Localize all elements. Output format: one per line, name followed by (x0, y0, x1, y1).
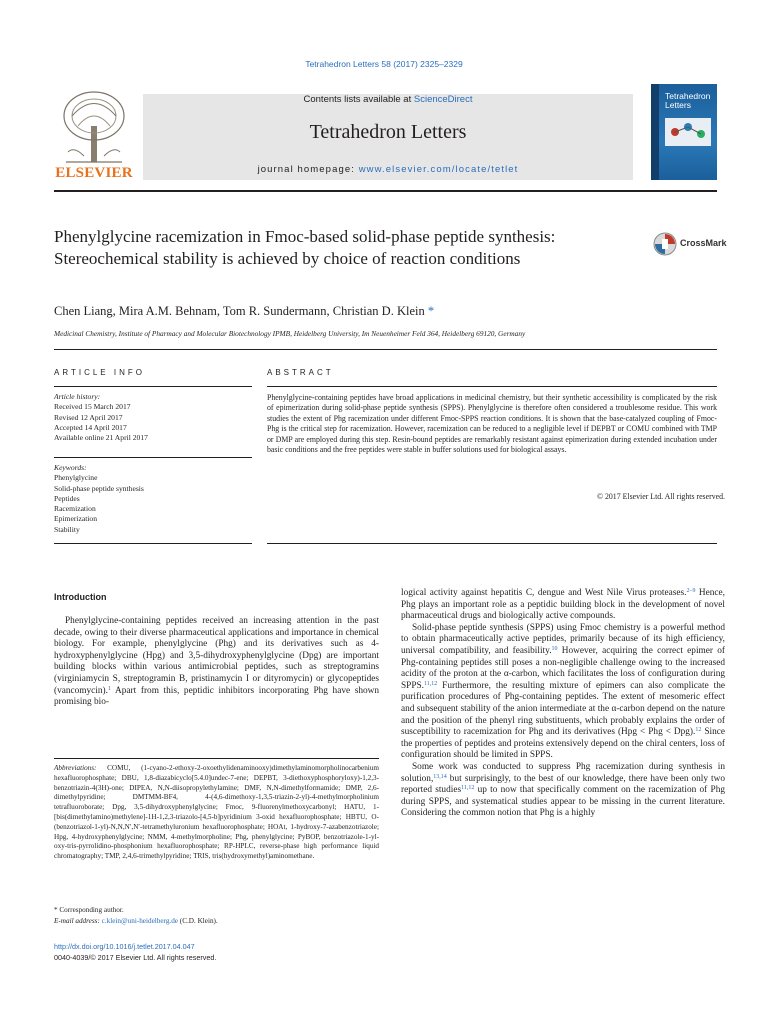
journal-title: Tetrahedron Letters (309, 121, 467, 143)
paragraph-text: Solid-phase peptide synthesis (SPPS) using Fmoc chemistry is a powerful method to obtain pharmaceutically active peptides, primarily because of its high efficiency, universal compatibility, and feasibility. (401, 622, 725, 656)
cover-spine (651, 84, 659, 180)
paragraph-text: logical activity against hepatitis C, dengue and West Nile Virus proteases. (401, 588, 687, 598)
citation-link[interactable]: 10 (551, 645, 558, 652)
abstract-bottom-rule (267, 543, 717, 544)
keyword-item: Epimerization (54, 514, 98, 524)
paragraph-text: up to now that specifically comment on the racemization of Phg during SPPS, and systematical studies appear to be missing in the current literature. Considering the common notion that Phg is a highly (401, 785, 725, 819)
keyword-item: Racemization (54, 504, 96, 514)
corresponding-author-mark[interactable]: * (427, 304, 435, 318)
corresponding-note: * Corresponding author. (54, 906, 124, 914)
abbreviations-label: Abbreviations: (54, 764, 97, 772)
citation-link[interactable]: 13,14 (433, 773, 447, 780)
abstract-rule (267, 386, 717, 387)
abstract-text: Phenylglycine-containing peptides have broad applications in medicinal chemistry, but their synthetic accessibility is complicated by the risk of epimerization during solid-phase peptide synthesis (SPPS). Phenylglycine is therefore often considered a troublesome residue. This work studies the extent of Phg racemization under different Fmoc-SPPS reaction conditions. It is shown that the base-catalyzed coupling of Fmoc-Phg is the critical step for racemization. However, racemization can be reduced to a negligible level if DEPBT or COMU combined with TMP or DMP are employed during this step. Resin-bound peptides are remarkably resistant against epimerization during extended incubation under basic conditions and the free peptides were stable in buffer solutions used for biological assays. (267, 393, 717, 455)
journal-cover-thumbnail[interactable] (651, 84, 717, 180)
abbreviations-text: COMU, (1-cyano-2-ethoxy-2-oxoethylidenaminooxy)dimethylaminomorpholinocarbenium hexafluorophosphate; DBU, 1,8-diazabicyclo[5.4.0]undec-7-ene; DEPBT, 3-diethoxyphosphoryloxy)-1,2,3-benzotriazin-4(3H)-one; DIPEA, N,N-diisopropylethylamine; DMF, N,N-dimethylformamide; DMP, 2,6-dimethylpyridine; DMTMM-BF4, 4-(4,6-dimethoxy-1,3,5-triazin-2-yl)-4-methylmorpholinium tetrafluoroborate; Dpg, 3,5-dihydroxyphenylglycine; Fmoc, 9-fluorenylmethoxycarbonyl; HATU, 1-[bis(dimethylamino)methylene]-1H-1,2,3-triazolo-[4,5-b]pyridinium 3-oxid hexafluorophosphate; HBTU, O-(benzotriazol-1-yl)-N,N,N′,N′-tetramethyluronium hexafluorophosphate; HOAt, 1-hydroxy-7-azabenzotriazole; Hpg, 4-hydroxyphenylglycine; NMM, 4-methylmorpholine; Phg, phenylglycine; PyBOP, benzotriazole-1-yl-oxy-tris-pyrrolidino-phosphonium hexafluorophosphate; RP-HPLC, reverse-phase high performance liquid chromatography; TMP, 2,4,6-trimethylpyridine; TRIS, tris(hydroxymethyl)aminomethane. (54, 764, 379, 861)
paragraph-text: Hence, Phg plays an important role as a peptidic building block in the development of novel pharmaceutical drugs and biologically active compounds. (401, 588, 725, 622)
body-paragraph (54, 616, 379, 709)
email-link[interactable]: c.klein@uni-heidelberg.de (101, 917, 178, 926)
footnote-rule (54, 758, 379, 759)
citation-link[interactable]: 2–9 (686, 588, 696, 594)
body-paragraph (401, 762, 725, 820)
crossmark-badge[interactable] (653, 230, 733, 260)
crossmark-label: CrossMark (680, 238, 727, 248)
history-item: Revised 12 April 2017 (54, 412, 123, 422)
issn-copyright: 0040-4039/© 2017 Elsevier Ltd. All rights reserved. (54, 952, 217, 962)
paragraph-text: Furthermore, the resulting mixture of epimers can also complicate the purification procedures of Phg-containing peptides. The extent of mesomeric effect and subsequent stability of the anion intermediate at the α-carbon depend on the nature and the position of the phenyl ring substituents, which probably explains the order of susceptibility to racemization for Phg and its derivatives (Hpg < Phg < Dpg). (401, 680, 725, 738)
history-item: Available online 21 April 2017 (54, 433, 148, 443)
crossmark-icon (653, 230, 677, 258)
abstract-copyright: © 2017 Elsevier Ltd. All rights reserved. (597, 492, 725, 501)
abbreviations-footnote (54, 764, 379, 862)
journal-header-band (143, 94, 633, 180)
corresponding-footnote (54, 905, 218, 928)
sciencedirect-link[interactable]: ScienceDirect (413, 94, 473, 105)
paragraph-text: Since the properties of peptides and proteins extensively depend on the chiral centers, loss of configuration should be limited in SPPS. (401, 727, 725, 761)
body-column-left (54, 616, 379, 709)
citation-link[interactable]: 11,12 (461, 785, 475, 792)
body-paragraph (401, 623, 725, 762)
article-title: Phenylglycine racemization in Fmoc-based solid-phase peptide synthesis: Stereochemical stability is achieved by choice of reaction conditions (54, 227, 556, 268)
journal-homepage (143, 164, 633, 175)
paragraph-text: but surprisingly, to the best of our knowledge, there have been only two reported studies (401, 773, 725, 796)
cover-title-line1: Tetrahedron (665, 91, 711, 101)
keywords-label: Keywords: (54, 463, 87, 472)
citation-link[interactable]: 1 (107, 685, 111, 692)
article-history (54, 392, 148, 443)
molecule-icon (665, 118, 711, 146)
body-column-right (401, 588, 725, 820)
history-item: Accepted 14 April 2017 (54, 422, 127, 432)
article-info-heading: ARTICLE INFO (54, 368, 145, 377)
homepage-prefix: journal homepage: (257, 164, 359, 175)
citation-link[interactable]: 11,12 (424, 680, 438, 687)
abstract-heading: ABSTRACT (267, 368, 334, 377)
history-rule (54, 457, 252, 458)
doi-link[interactable]: http://dx.doi.org/10.1016/j.tetlet.2017.04.047 (54, 942, 195, 951)
keyword-item: Stability (54, 524, 80, 534)
keyword-item: Phenylglycine (54, 473, 98, 483)
email-line (54, 916, 218, 927)
paragraph-text: Some work was conducted to suppress Phg racemization during synthesis in solution, (401, 761, 725, 784)
homepage-link[interactable]: www.elsevier.com/locate/tetlet (358, 164, 519, 175)
citation-link[interactable]: 12 (695, 727, 702, 734)
keywords (54, 463, 144, 535)
article-info-rule (54, 386, 252, 387)
doi-block (54, 942, 216, 963)
paragraph-text: Apart from this, peptidic inhibitors incorporating Phg have shown promising bio- (54, 685, 379, 708)
header-rule (54, 190, 717, 192)
elsevier-logo[interactable] (54, 86, 134, 182)
authors-text: Chen Liang, Mira A.M. Behnam, Tom R. Sundermann, Christian D. Klein (54, 304, 425, 318)
affiliation-rule (54, 349, 717, 350)
keyword-item: Solid-phase peptide synthesis (54, 483, 144, 493)
body-paragraph (401, 588, 725, 623)
cover-title (665, 92, 710, 110)
affiliation: Medicinal Chemistry, Institute of Pharmacy and Molecular Biotechnology IPMB, Heidelberg University, Im Neuenheimer Feld 364, Heidelberg 69120, Germany (54, 329, 526, 338)
keyword-item: Peptides (54, 493, 80, 503)
keywords-rule (54, 543, 252, 544)
contents-line (143, 94, 633, 105)
cover-title-line2: Letters (665, 100, 691, 110)
contents-prefix: Contents lists available at (303, 94, 414, 105)
email-suffix: (C.D. Klein). (178, 917, 218, 926)
history-item: Received 15 March 2017 (54, 402, 131, 412)
tree-illustration-icon (54, 86, 134, 166)
elsevier-wordmark: ELSEVIER (55, 165, 133, 181)
journal-citation[interactable]: Tetrahedron Letters 58 (2017) 2325–2329 (305, 59, 463, 69)
paragraph-text: Phenylglycine-containing peptides received an increasing attention in the past decade, owing to their diverse pharmaceutical applications and importance in chemical biology. For example, phenylglycine (Phg) and its derivatives such as 4-hydroxyphenylglycine (Hpg) and 3,5-dihydroxyphenylglycine (Dpg) are important building blocks within various antimicrobial peptides, such as streptogramins (virginiamycin S, streptogramin B, pristinamycin I or dityromycin) or glycopeptides (vancomycin). (54, 616, 379, 696)
paragraph-text: However, acquiring the correct epimer of Phg-containing peptides still poses a non-negligible challenge owing to the increased acidity of the proton at the α-carbon, which facilitates the loss of configuration during SPPS. (401, 645, 725, 691)
email-label: E-mail address: (54, 917, 102, 926)
history-label: Article history: (54, 392, 101, 401)
author-list (54, 304, 434, 319)
introduction-heading: Introduction (54, 592, 107, 602)
cover-artwork (665, 118, 711, 146)
